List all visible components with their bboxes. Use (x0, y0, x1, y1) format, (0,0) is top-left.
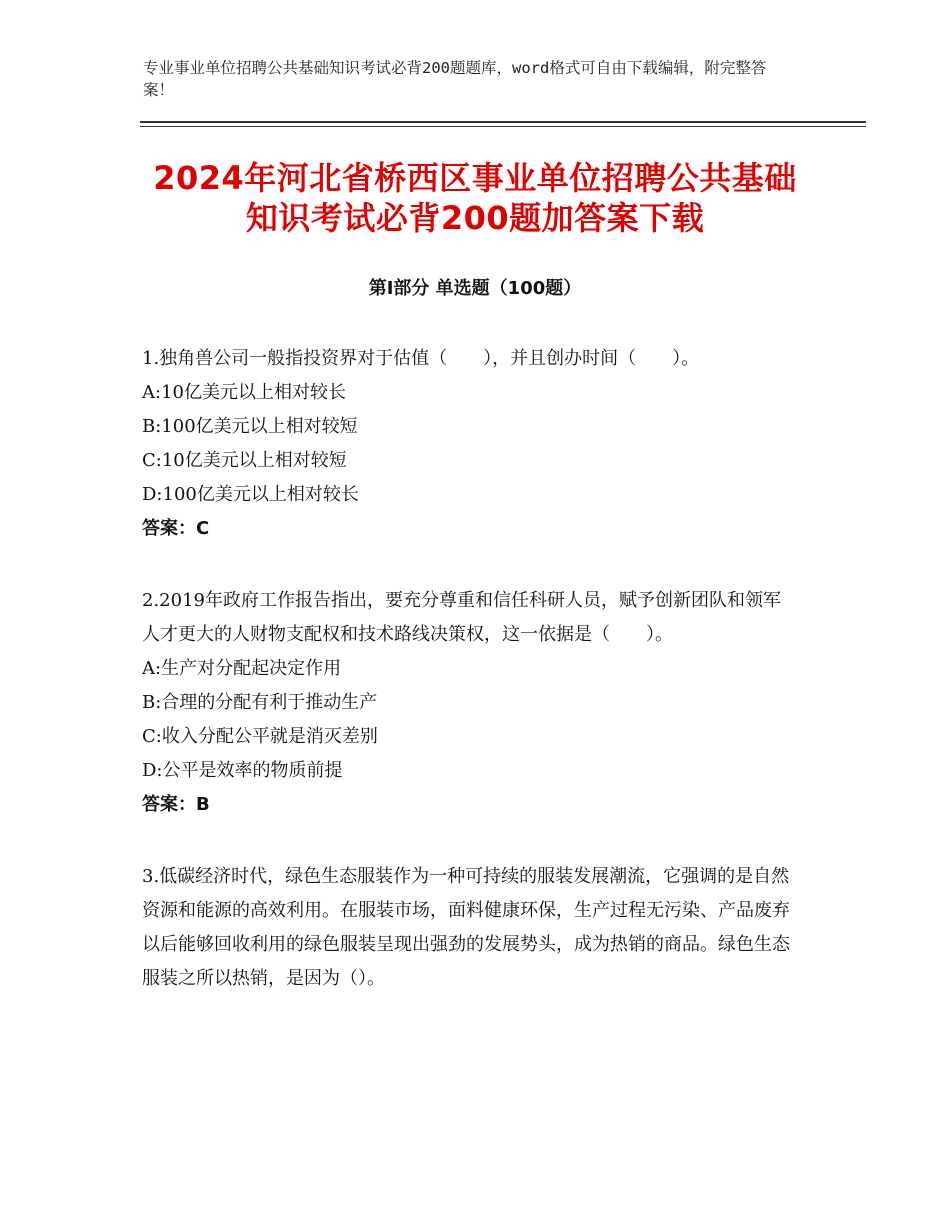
option-b: B:100亿美元以上相对较短 (142, 416, 358, 437)
question-3 (142, 860, 797, 996)
option-b: B:合理的分配有利于推动生产 (142, 692, 378, 713)
header-rule-thin (140, 126, 866, 127)
section-title: 第Ⅰ部分 单选题（100题） (368, 278, 582, 299)
option-d: D:公平是效率的物质前提 (142, 760, 343, 781)
option-a: A:10亿美元以上相对较长 (142, 382, 346, 403)
question-spacer (142, 546, 797, 584)
question-2 (142, 584, 797, 822)
question-stem: 2.2019年政府工作报告指出，要充分尊重和信任科研人员，赋予创新团队和领军人才更大的人财物支配权和技术路线决策权，这一依据是（ ）。 (142, 590, 781, 645)
option-c: C:10亿美元以上相对较短 (142, 450, 347, 471)
option-a: A:生产对分配起决定作用 (142, 658, 342, 679)
question-1 (142, 342, 797, 546)
header-note: 专业事业单位招聘公共基础知识考试必背200题题库，word格式可自由下载编辑，附完整答案！ (143, 59, 767, 99)
header-rule-thick (140, 121, 866, 123)
question-stem: 3.低碳经济时代，绿色生态服装作为一种可持续的服装发展潮流，它强调的是自然资源和能源的高效利用。在服装市场，面料健康环保，生产过程无污染、产品废弃以后能够回收利用的绿色服装呈现出强劲的发展势头，成为热销的商品。绿色生态服装之所以热销，是因为（）。 (142, 866, 790, 989)
question-stem: 1.独角兽公司一般指投资界对于估值（ ），并且创办时间（ ）。 (142, 348, 700, 369)
question-list (142, 342, 797, 996)
answer: 答案：B (142, 794, 210, 815)
answer: 答案：C (142, 518, 210, 539)
document-title: 2024年河北省桥西区事业单位招聘公共基础知识考试必背200题加答案下载 (153, 159, 797, 237)
option-d: D:100亿美元以上相对较长 (142, 484, 359, 505)
question-spacer (142, 822, 797, 860)
option-c: C:收入分配公平就是消灭差别 (142, 726, 378, 747)
